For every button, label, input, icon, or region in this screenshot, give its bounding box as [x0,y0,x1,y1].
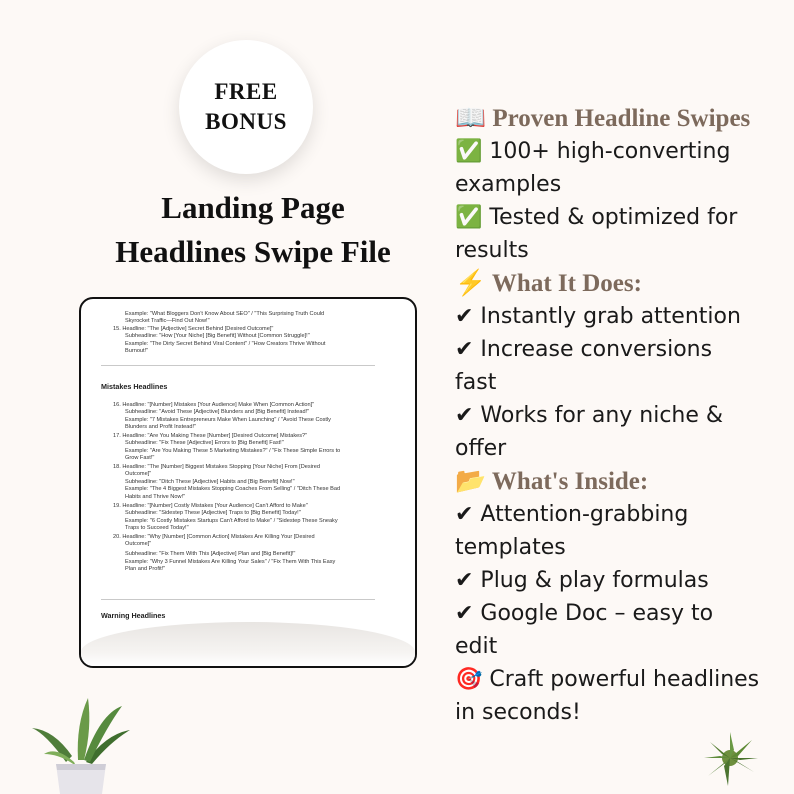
feature-item: ✔ Works for any niche & [455,403,724,428]
feature-item: ✅ 100+ high-converting [455,139,731,164]
feature-list [455,102,775,729]
document-content [81,299,415,666]
doc-line: 15. Headline: "The [Adjective] Secret Behind [Desired Outcome]" [113,326,274,332]
doc-line: Example: "7 Mistakes Entrepreneurs Make When Launching" / "Avoid These Costly [125,417,331,423]
doc-line: 18. Headline: "The [Number] Biggest Mistakes Stopping [Your Niche] From [Desired [113,464,320,470]
doc-line: Subheadline: "Fix These [Adjective] Errors to [Big Benefit] Fast!" [125,440,284,446]
feature-item: examples [455,172,562,197]
doc-line: Skyrocket Traffic—Find Out Now!" [125,318,210,324]
section-heading-warning: Warning Headlines [101,611,166,620]
product-title [80,186,426,274]
document-preview [79,297,417,668]
feature-heading: 📂 What's Inside: [455,468,649,495]
doc-line: Example: "6 Costly Mistakes Startups Can't Afford to Make" / "Sidestep These Sneaky [125,518,338,524]
doc-line: Grow Fast!" [125,455,155,461]
feature-item: offer [455,436,507,461]
doc-line: Example: "The 4 Biggest Mistakes Stopping Coaches From Selling" / "Ditch These Bad [125,486,341,492]
doc-line: Subheadline: "Fix Them With This [Adjective] Plan and [Big Benefit]!" [125,551,296,557]
doc-line: Outcome]" [125,471,152,477]
feature-heading: 📖 Proven Headline Swipes [455,105,751,132]
divider [101,599,375,600]
potted-plant-icon [26,684,136,794]
doc-line: 19. Headline: "[Number] Costly Mistakes [Your Audience] Can't Afford to Make" [113,503,308,509]
section-heading-mistakes: Mistakes Headlines [101,382,168,391]
doc-line: Example: "The Dirty Secret Behind Viral Content" / "How Creators Thrive Without [125,341,326,347]
feature-item: ✔ Google Doc – easy to [455,601,714,626]
feature-item: ✔ Increase conversions [455,337,713,362]
doc-line: Example: "Why 3 Funnel Mistakes Are Killing Your Sales" / "Fix Them With This Easy [125,559,336,565]
feature-item: ✔ Plug & play formulas [455,568,709,593]
doc-line: Plan and Profit!" [125,566,166,572]
doc-line: Example: "Are You Making These 5 Marketing Mistakes?" / "Fix These Simple Errors to [125,448,341,454]
doc-line: 20. Headline: "Why [Number] [Common Action] Mistakes Are Killing Your [Desired [113,534,315,540]
succulent-icon [700,728,760,788]
feature-item: fast [455,370,497,395]
free-bonus-badge [179,40,313,174]
doc-line: Outcome]" [125,541,152,547]
feature-item: ✔ Attention-grabbing [455,502,689,527]
feature-item: ✔ Instantly grab attention [455,304,741,329]
doc-line: Subheadline: "Avoid These [Adjective] Blunders and [Big Benefit] Instead!" [125,409,310,415]
feature-item: in seconds! [455,700,581,725]
doc-line: Burnout!" [125,348,149,354]
feature-item: templates [455,535,566,560]
title-line-2: Headlines Swipe File [115,234,391,269]
badge-line-1: FREE [214,79,278,104]
feature-item: 🎯 Craft powerful headlines [455,667,760,692]
doc-line: Subheadline: "Ditch These [Adjective] Habits and [Big Benefit] Now!" [125,479,295,485]
doc-line: Subheadline: "How [Your Niche] [Big Benefit] Without [Common Struggle]!" [125,333,310,339]
feature-heading: ⚡ What It Does: [455,270,642,297]
doc-line: Example: "What Bloggers Don't Know About SEO" / "This Surprising Truth Could [125,311,325,317]
doc-line: Habits and Thrive Now!" [125,494,186,500]
divider [101,365,375,366]
doc-line: Blunders and Profit Instead!" [125,424,197,430]
feature-item: edit [455,634,498,659]
title-line-1: Landing Page [161,190,345,225]
doc-line: Subheadline: "Sidestep These [Adjective] Traps to [Big Benefit] Today!" [125,510,301,516]
feature-item: results [455,238,529,263]
doc-line: 17. Headline: "Are You Making These [Number] [Desired Outcome] Mistakes?" [113,433,308,439]
doc-line: 16. Headline: "[Number] Mistakes [Your Audience] Make When [Common Action]" [113,402,315,408]
feature-item: ✅ Tested & optimized for [455,205,738,230]
badge-line-2: BONUS [205,109,287,134]
doc-line: Traps to Succeed Today!" [125,525,189,531]
